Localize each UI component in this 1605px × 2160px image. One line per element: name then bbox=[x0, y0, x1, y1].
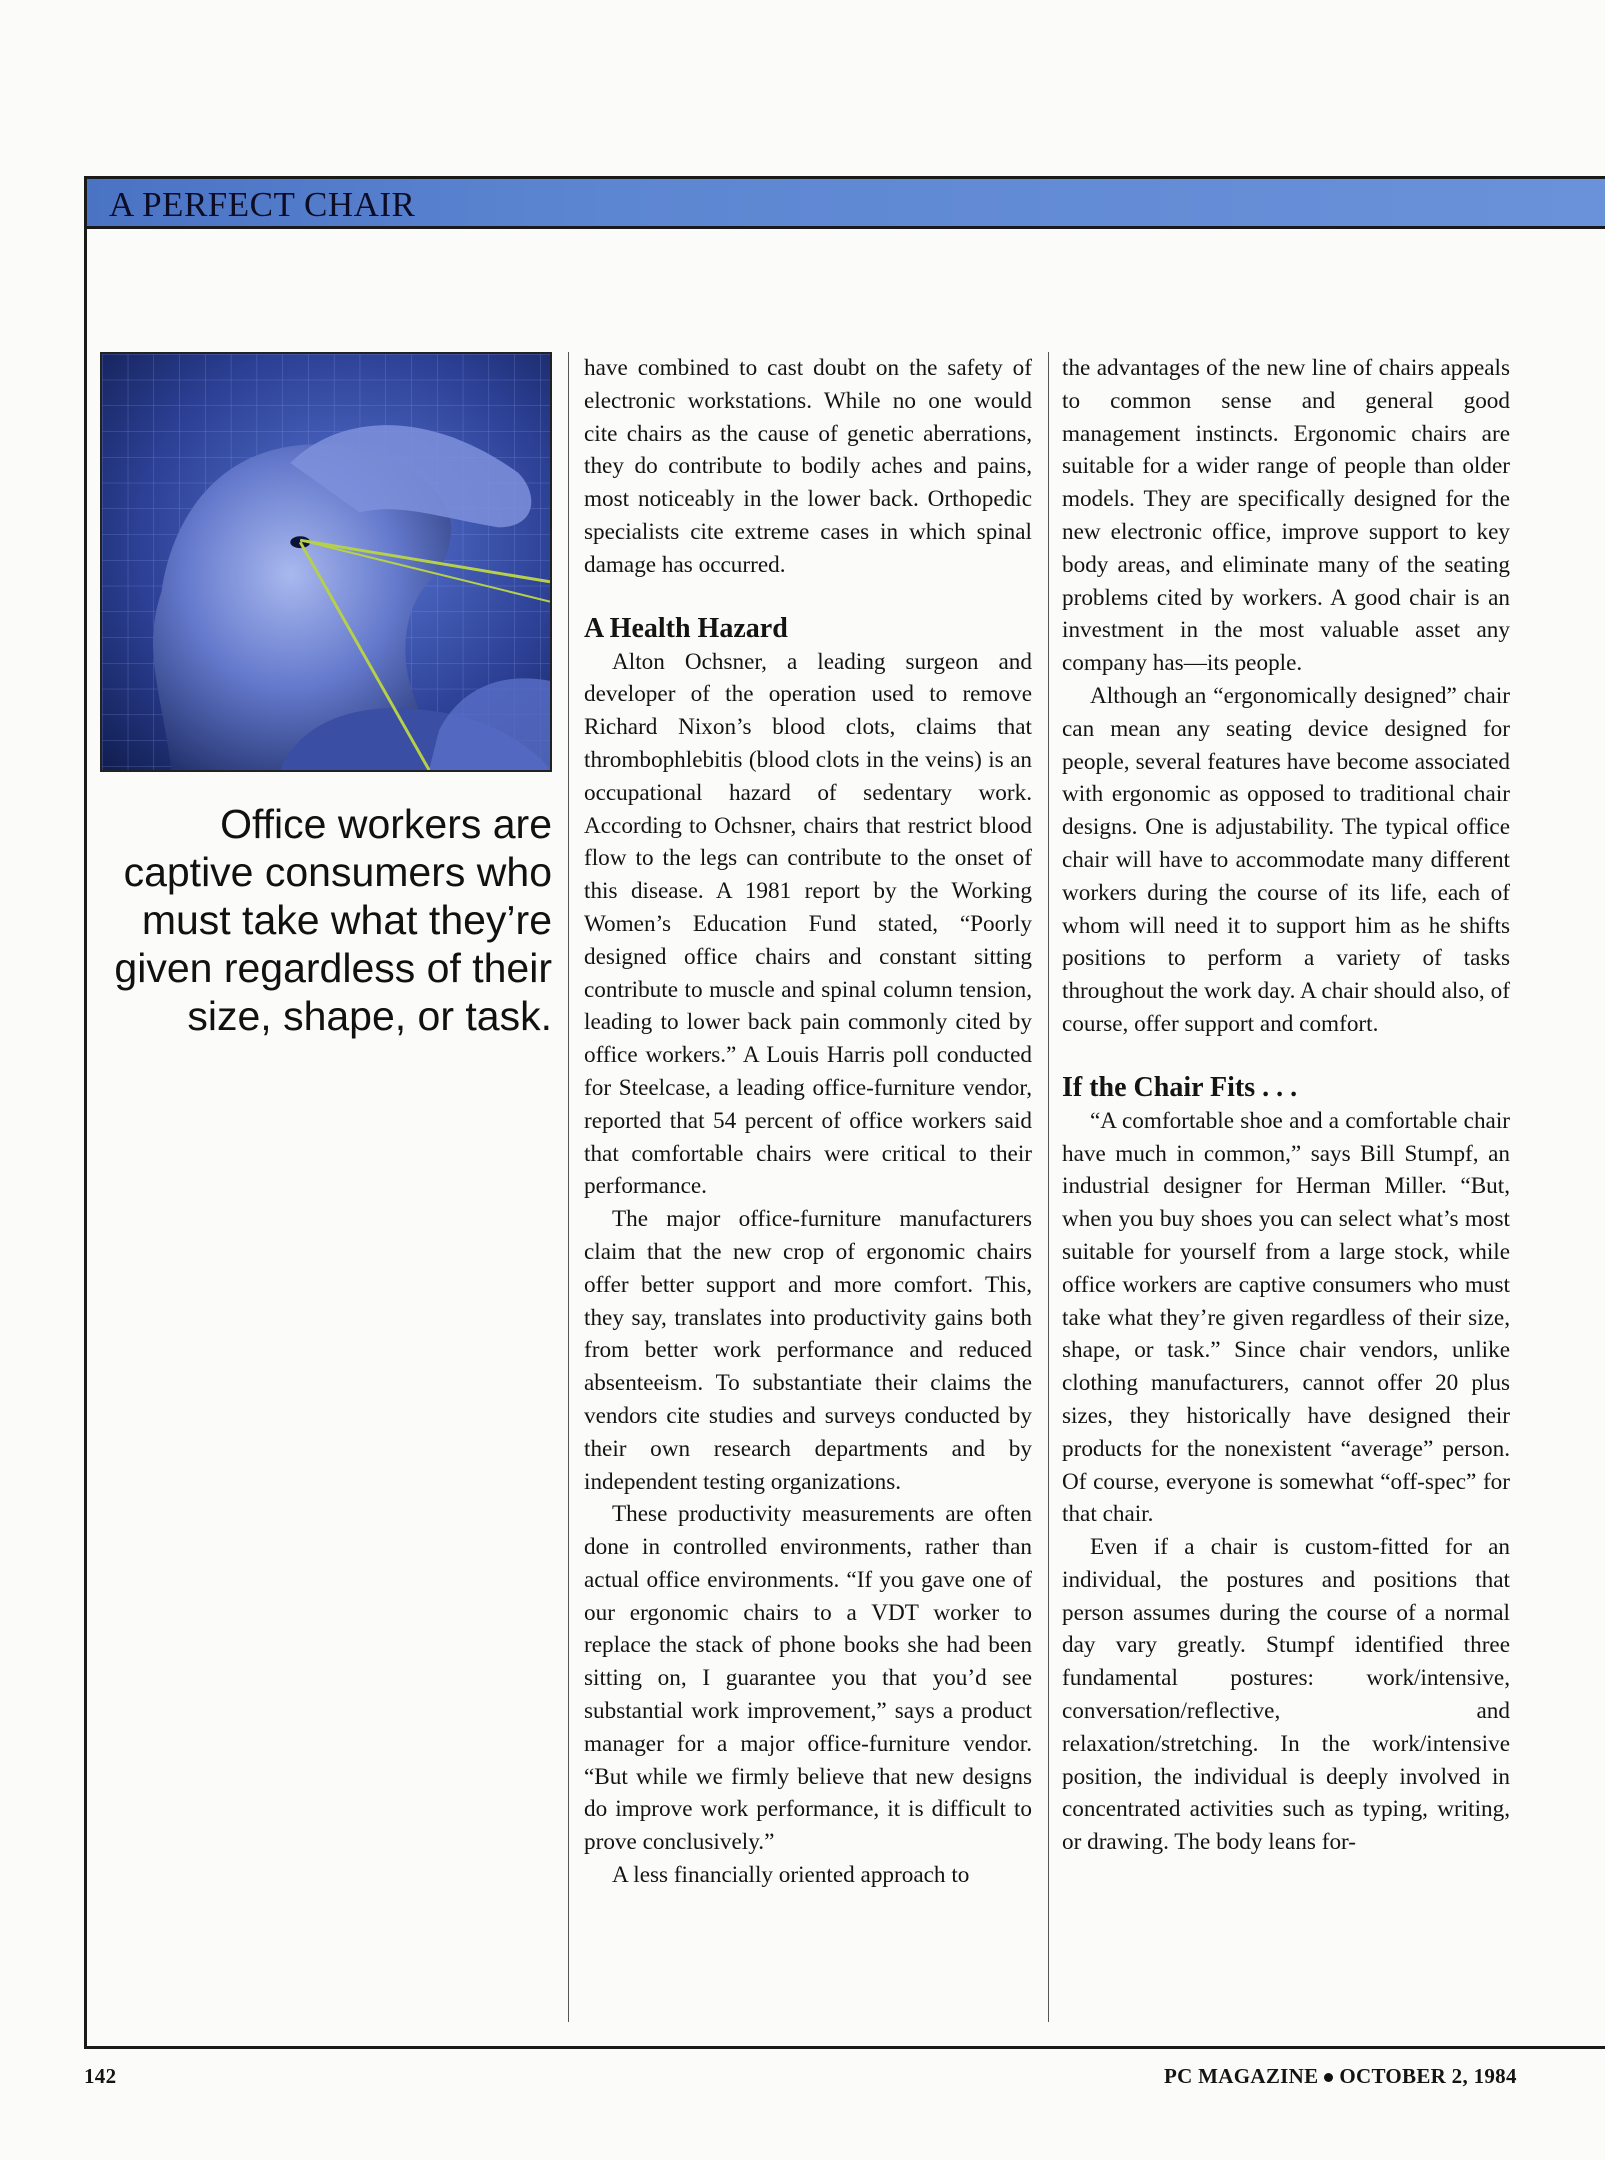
article-column-1 bbox=[584, 352, 1032, 1892]
column-divider bbox=[1048, 352, 1049, 2022]
issue-date: OCTOBER 2, 1984 bbox=[1339, 2064, 1517, 2088]
paragraph: These productivity measurements are often done in controlled environments, rather than actual office environments. “If you gave one of our ergonomic chairs to a VDT worker to replace the stack of phone books she had been sitting on, I guarantee you that you’d see substantial work improvement,” says a product manager for a major office-furniture vendor. “But while we firmly believe that new designs do improve work performance, it is difficult to prove conclusively.” bbox=[584, 1501, 1032, 1856]
paragraph: Even if a chair is custom-fitted for an individual, the postures and positions that person assumes during the course of a normal day vary greatly. Stumpf identified three fundamental postures: work/intensive, conversation/reflective, and relaxation/stretching. In the work/intensive position, the individual is deeply involved in concentrated activities such as typing, writing, or drawing. The body leans for- bbox=[1062, 1534, 1510, 1856]
paragraph: the advantages of the new line of chairs appeals to common sense and general good management instincts. Ergonomic chairs are suitable for a wider range of people than older models. They are specifically designed for the new electronic office, improve support to key body areas, and eliminate many of the seating problems cited by workers. A good chair is an investment in the most valuable asset any company has—its people. bbox=[1062, 355, 1510, 677]
magazine-name: PC MAGAZINE bbox=[1164, 2064, 1319, 2088]
paragraph: have combined to cast doubt on the safety of electronic workstations. While no one would cite chairs as the cause of genetic aberrations, they do contribute to bodily aches and pains, most noticeably in the lower back. Orthopedic specialists cite extreme cases in which spinal damage has occurred. bbox=[584, 355, 1032, 578]
paragraph: Alton Ochsner, a leading surgeon and developer of the operation used to remove Richard Nixon’s blood clots, claims that thrombophlebitis (blood clots in the veins) is an occupational hazard of sedentary work. According to Ochsner, chairs that restrict blood flow to the legs can contribute to the onset of this disease. A 1981 report by the Working Women’s Education Fund stated, “Poorly designed office chairs and constant sitting contribute to muscle and spinal column tension, leading to lower back pain commonly cited by office workers.” A Louis Harris poll conducted for Steelcase, a leading office-furniture vendor, reported that 54 percent of office workers said that comfortable chairs were critical to their performance. bbox=[584, 648, 1032, 1200]
page-number: 142 bbox=[84, 2064, 117, 2088]
paragraph: “A comfortable shoe and a comfortable chair have much in common,” says Bill Stumpf, an industrial designer for Herman Miller. “But, when you buy shoes you can select what’s most suitable for yourself from a large stock, while office workers are captive consumers who must take what they’re given regardless of their size, shape, or task.” Since chair vendors, unlike clothing manufacturers, cannot offer 20 plus sizes, they historically have designed their products for the nonexistent “average” person. Of course, everyone is somewhat “off-spec” for that chair. bbox=[1062, 1107, 1510, 1528]
subheading: A Health Hazard bbox=[584, 612, 788, 644]
running-footer bbox=[1164, 2064, 1517, 2089]
column-divider bbox=[568, 352, 569, 2022]
paragraph: A less financially oriented approach to bbox=[612, 1862, 970, 1889]
section-header-band bbox=[84, 176, 1605, 229]
bullet-icon bbox=[1324, 2073, 1333, 2082]
subheading: If the Chair Fits . . . bbox=[1062, 1071, 1298, 1103]
section-title: A PERFECT CHAIR bbox=[109, 185, 416, 224]
paragraph: Although an “ergonomically designed” chair can mean any seating device designed for people, several features have become associated with ergonomic as opposed to traditional chair designs. One is adjustability. The typical office chair will have to accommodate many different workers during the course of its life, each of whom will need it to support him as he shifts positions to perform a variety of tasks throughout the work day. A chair should also, of course, offer support and comfort. bbox=[1062, 682, 1510, 1037]
head-grid-illustration bbox=[102, 354, 550, 770]
illustration-icon bbox=[100, 352, 552, 772]
paragraph: The major office-furniture manufacturers claim that the new crop of ergonomic chairs offer better support and more comfort. This, they say, translates into productivity gains both from better work performance and reduced absenteeism. To substantiate their claims the vendors cite studies and surveys conducted by their own research departments and by independent testing organizations. bbox=[584, 1206, 1032, 1495]
article-column-2 bbox=[1062, 352, 1510, 1859]
pull-quote: Office workers are captive consumers who must take what they’re given regardless of their size, shape, or task. bbox=[114, 801, 552, 1039]
